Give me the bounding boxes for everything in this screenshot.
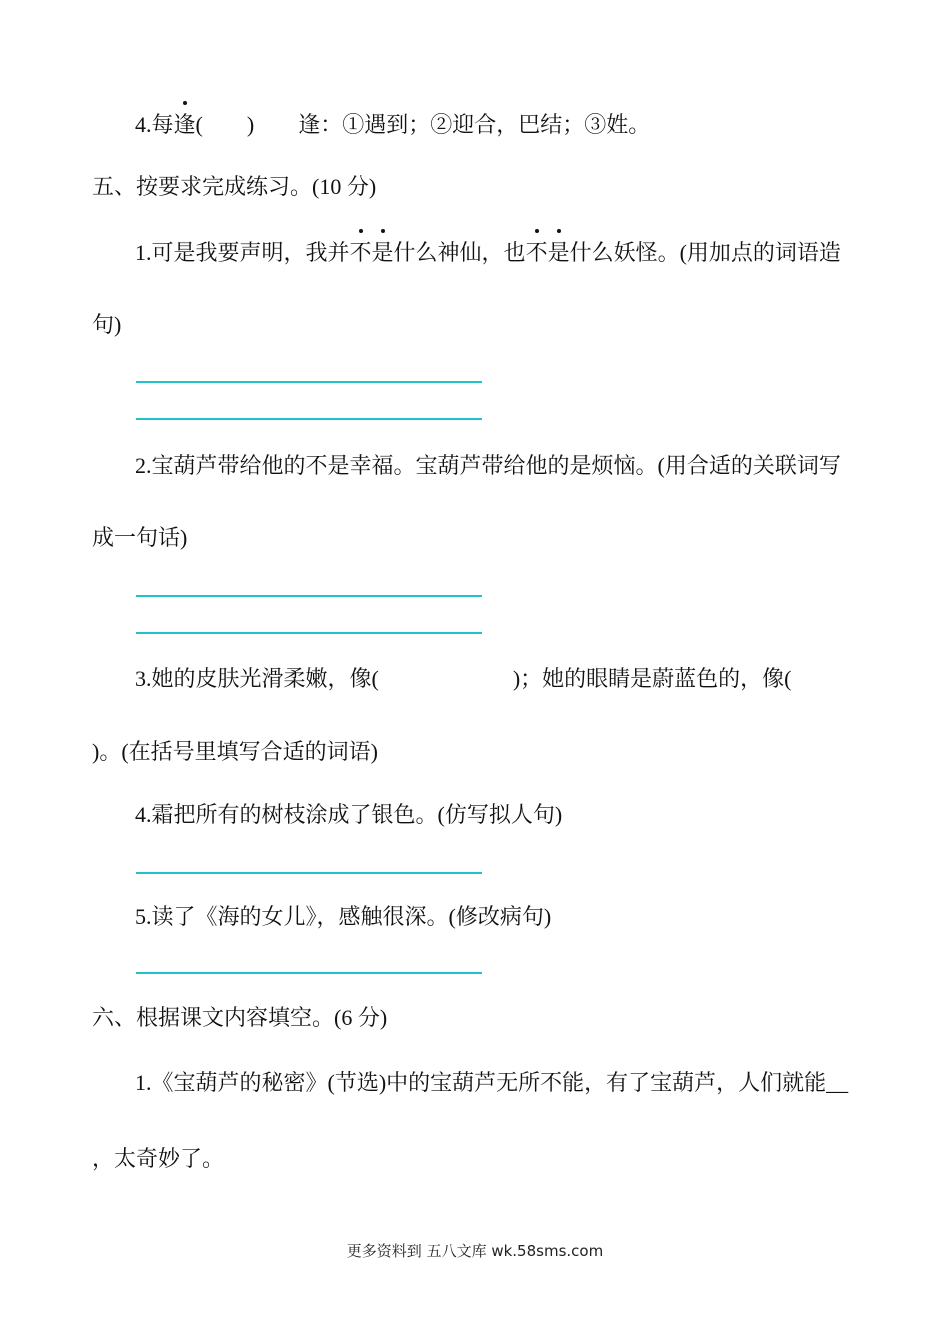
emphasis-dot-char: 不 [526, 238, 548, 268]
section5-q2-line1: 2.宝葫芦带给他的不是幸福。宝葫芦带给他的是烦恼。(用合适的关联词写 [135, 453, 841, 478]
q3-text-part1: 3.她的皮肤光滑柔嫩，像( [135, 666, 379, 691]
q1-text-pre: 1.可是我要声明，我并 [135, 240, 350, 265]
definition-word: 逢 [298, 112, 321, 137]
section5-q3-line1 [135, 664, 791, 694]
section6-q1-line2: ，太奇妙了。 [92, 1146, 225, 1171]
emphasis-dot-char: 是 [548, 238, 570, 268]
q1-text-mid: 什么神仙，也 [393, 240, 526, 265]
answer-line[interactable] [136, 418, 482, 420]
emphasis-dot [183, 101, 187, 105]
emphasis-dot [557, 229, 561, 233]
section5-title: 五、按要求完成练习。(10 分) [92, 174, 377, 199]
answer-line[interactable] [136, 381, 482, 383]
question-number: 4. [135, 112, 152, 137]
answer-line[interactable] [136, 595, 482, 597]
emphasis-dot [359, 229, 363, 233]
section6-title: 六、根据课文内容填空。(6 分) [92, 1005, 388, 1030]
q4-item [135, 110, 650, 140]
answer-blank-paren[interactable]: ( ) [195, 112, 255, 137]
emphasis-dot-char: 不 [350, 238, 372, 268]
answer-line[interactable] [136, 972, 482, 974]
section5-q4: 4.霜把所有的树枝涂成了银色。(仿写拟人句) [135, 802, 563, 827]
q1-text-post: 什么妖怪。(用加点的词语造 [569, 240, 841, 265]
emphasis-dot-char: 是 [372, 238, 394, 268]
emphasis-dot [381, 229, 385, 233]
section6-q1-line1: 1.《宝葫芦的秘密》(节选)中的宝葫芦无所不能，有了宝葫芦，人们就能__ [135, 1070, 849, 1095]
section5-q1-line2: 句) [92, 312, 122, 337]
answer-line[interactable] [136, 872, 482, 874]
q3-text-part2: )；她的眼睛是蔚蓝色的，像( [512, 666, 792, 691]
word-char: 每 [151, 112, 174, 137]
section5-q2-line2: 成一句话) [92, 525, 188, 550]
emphasis-dot-char: 逢 [174, 110, 196, 140]
footer-watermark: 更多资料到 五八文库 wk.58sms.com [346, 1242, 604, 1260]
section5-q1-line1 [135, 238, 841, 268]
answer-line[interactable] [136, 632, 482, 634]
emphasis-dot [535, 229, 539, 233]
section5-q3-line2: )。(在括号里填写合适的词语) [92, 739, 378, 764]
section5-q5: 5.读了《海的女儿》，感触很深。(修改病句) [135, 904, 552, 929]
definitions: ：①遇到；②迎合，巴结；③姓。 [320, 112, 651, 137]
